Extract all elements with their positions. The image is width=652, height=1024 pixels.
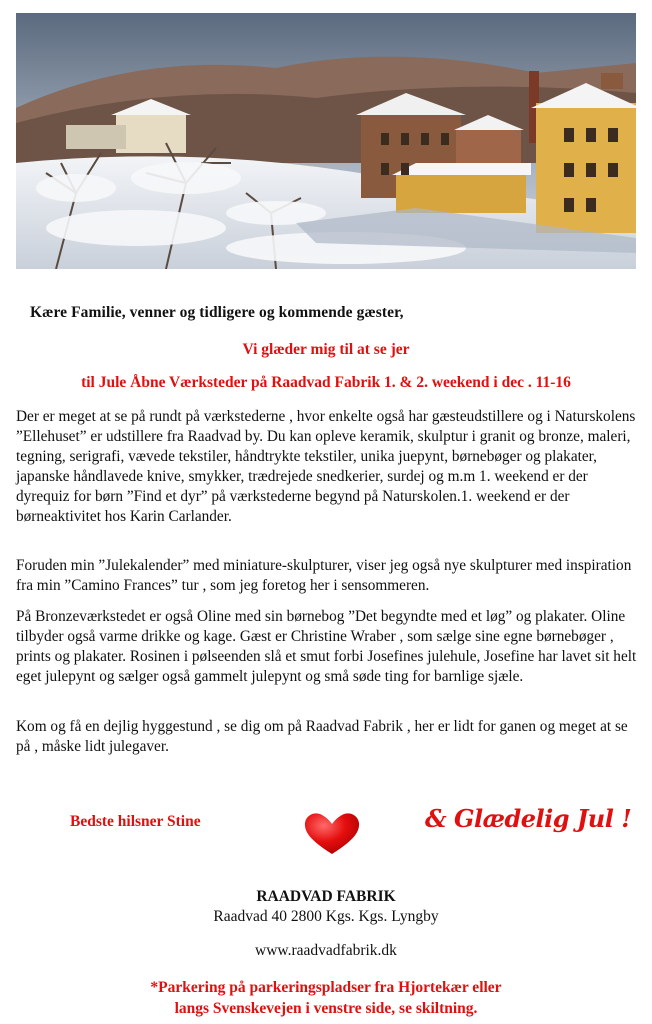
- signoff: Bedste hilsner Stine: [70, 813, 201, 830]
- parking-line-2: langs Svenskevejen i venstre side, se skiltning.: [174, 1000, 478, 1017]
- paragraph-bronzevaerksted: På Bronzeværkstedet er også Oline med sin børnebog ”Det begyndte med et løg” og plakater. Oline tilbyder også varme drikke og kage. Gæst er Christine Wraber , som sælge sine egne børnebøger , prints og plakater. Rosinen i pølseenden slå et smut forbi Josefines julehule, Josefine har lavet sit helt eget julepynt og sælger også gammelt julepynt og små søde ting for barnlige sjæle.: [16, 608, 637, 685]
- paragraph-julekalender: Foruden min ”Julekalender” med miniature-skulpturer, viser jeg også nye skulpturer med inspiration fra min ”Camino Frances” tur , som jeg foretog her i sensommeren.: [16, 557, 632, 594]
- greeting: Kære Familie, venner og tidligere og kommende gæster,: [30, 304, 404, 321]
- glaedelig-jul: & Glædelig Jul !: [425, 804, 632, 833]
- parking-line-1: *Parkering på parkeringspladser fra Hjortekær eller: [150, 979, 502, 996]
- headline-invitation: Vi glæder mig til at se jer: [242, 341, 410, 358]
- company-name: RAADVAD FABRIK: [256, 888, 396, 905]
- paragraph-invitation: Kom og få en dejlig hyggestund , se dig om på Raadvad Fabrik , her er lidt for ganen og meget at se på , måske lidt julegaver.: [16, 718, 628, 755]
- heart-icon: [303, 812, 361, 856]
- header-photo: [16, 13, 636, 269]
- company-address: Raadvad 40 2800 Kgs. Kgs. Lyngby: [213, 908, 439, 925]
- website-link[interactable]: www.raadvadfabrik.dk: [255, 942, 397, 959]
- parking-note: [0, 977, 652, 1019]
- paragraph-intro: Der er meget at se på rundt på værkstederne , hvor enkelte også har gæsteudstillere og i Naturskolens ”Ellehuset” er udstillere fra Raadvad by. Du kan opleve keramik, skulptur i granit og bronze, maleri, tegning, serigrafi, vævede tekstiler, håndtrykte tekstiler, unika juepynt, børnebøger og plakater, japanske håndlavede knive, smykker, trædrejede snedkerier, surdej og m.m 1. weekend er der dyrequiz for børn ”Find et dyr” på værkstederne begynd på Naturskolen.1. weekend er der børneaktivitet hos Karin Carlander.: [16, 408, 636, 525]
- headline-event: til Jule Åbne Værksteder på Raadvad Fabrik 1. & 2. weekend i dec . 11-16: [81, 374, 571, 391]
